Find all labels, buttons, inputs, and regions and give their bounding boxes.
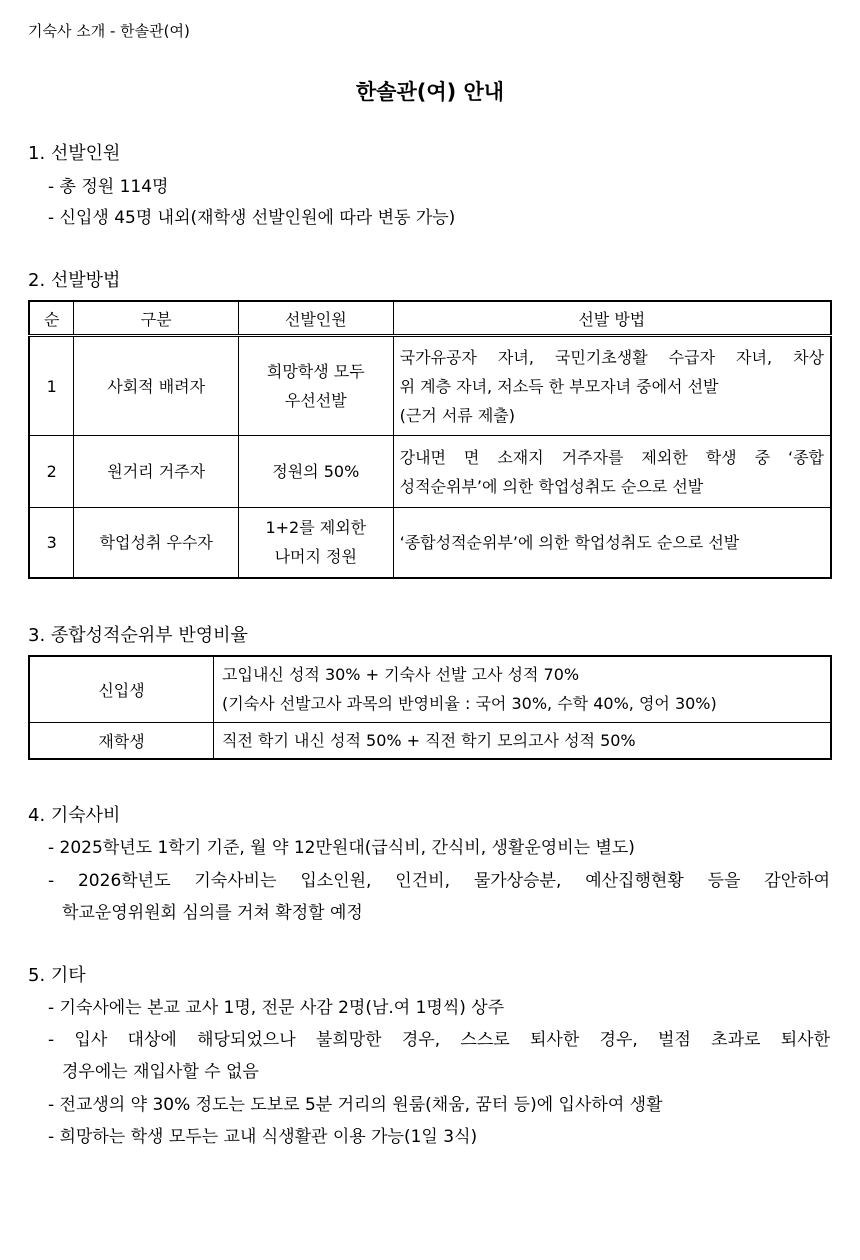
row-method-line: 성적순위부’에 의한 학업성취도 순으로 선발 xyxy=(399,476,704,496)
row-method xyxy=(393,508,831,578)
header-cell-no: 순 xyxy=(29,301,74,336)
row-content-line: 고입내신 성적 30% + 기숙사 선발 고사 성적 70% xyxy=(222,665,580,685)
table-row xyxy=(29,508,831,578)
page-title: 한솔관(여) 안내 xyxy=(355,80,505,104)
header-cell-count: 선발인원 xyxy=(238,301,393,336)
row-content-line: (기숙사 선발고사 과목의 반영비율 : 국어 30%, 수학 40%, 영어 30%) xyxy=(222,694,717,714)
row-count xyxy=(238,508,393,578)
section-heading-fees: 4. 기숙사비 xyxy=(28,805,121,826)
section-heading-ratio: 3. 종합성적순위부 반영비율 xyxy=(28,625,248,646)
bullet-readmission-continued: 경우에는 재입사할 수 없음 xyxy=(62,1062,259,1082)
row-count-line: 나머지 정원 xyxy=(274,547,357,567)
bullet-staff: - 기숙사에는 본교 교사 1명, 전문 사감 2명(남.여 1명씩) 상주 xyxy=(48,998,505,1018)
row-category: 원거리 거주자 xyxy=(74,436,239,508)
bullet-oneroom: - 전교생의 약 30% 정도는 도보로 5분 거리의 원룸(채움, 꿈터 등)에 입사하여 생활 xyxy=(48,1095,663,1115)
row-number: 1 xyxy=(29,336,74,436)
section-heading-recruitment: 1. 선발인원 xyxy=(28,143,121,164)
row-content xyxy=(214,722,831,759)
row-category: 학업성취 우수자 xyxy=(74,508,239,578)
row-method xyxy=(393,336,831,436)
section-heading-selection-method: 2. 선발방법 xyxy=(28,270,121,291)
header-cell-category: 구분 xyxy=(74,301,239,336)
table-row xyxy=(29,336,831,436)
row-method-line: 국가유공자 자녀, 국민기초생활 수급자 자녀, 차상 xyxy=(399,347,824,367)
row-count-line: 희망학생 모두 xyxy=(266,362,365,381)
row-method-line: (근거 서류 제출) xyxy=(399,405,516,425)
page-header: 기숙사 소개 - 한솔관(여) xyxy=(28,22,190,40)
row-count xyxy=(238,436,393,508)
row-method xyxy=(393,436,831,508)
bullet-current-fee: - 2025학년도 1학기 기준, 월 약 12만원대(급식비, 간식비, 생활운영비는 별도) xyxy=(48,838,635,858)
row-content-line: 직전 학기 내신 성적 50% + 직전 학기 모의고사 성적 50% xyxy=(222,730,636,750)
row-content xyxy=(214,656,831,722)
row-category: 사회적 배려자 xyxy=(74,336,239,436)
ratio-table xyxy=(28,655,832,760)
row-number: 3 xyxy=(29,508,74,578)
table-row xyxy=(29,656,831,722)
bullet-readmission: - 입사 대상에 해당되었으나 불희망한 경우, 스스로 퇴사한 경우, 벌점 초과로 퇴사한 xyxy=(48,1030,830,1050)
row-method-line: ‘종합성적순위부’에 의한 학업성취도 순으로 선발 xyxy=(399,532,740,552)
row-count xyxy=(238,336,393,436)
bullet-total-capacity: - 총 정원 114명 xyxy=(48,177,169,197)
row-count-line: 우선선발 xyxy=(284,391,347,410)
bullet-next-year-fee: - 2026학년도 기숙사비는 입소인원, 인건비, 물가상승분, 예산집행현황 등을 감안하여 xyxy=(48,871,830,891)
row-number: 2 xyxy=(29,436,74,508)
row-label: 신입생 xyxy=(29,656,214,722)
row-label: 재학생 xyxy=(29,722,214,759)
table-header-row xyxy=(29,301,831,336)
table-row xyxy=(29,722,831,759)
selection-method-table xyxy=(28,300,832,579)
bullet-freshmen-count: - 신입생 45명 내외(재학생 선발인원에 따라 변동 가능) xyxy=(48,208,456,228)
header-cell-method: 선발 방법 xyxy=(393,301,831,336)
row-method-line: 위 계층 자녀, 저소득 한 부모자녀 중에서 선발 xyxy=(399,376,719,396)
table-row xyxy=(29,436,831,508)
row-method-line: 강내면 면 소재지 거주자를 제외한 학생 중 ‘종합 xyxy=(399,447,824,467)
row-count-line: 1+2를 제외한 xyxy=(265,518,367,538)
bullet-next-year-fee-continued: 학교운영위원회 심의를 거쳐 확정할 예정 xyxy=(62,903,363,923)
bullet-cafeteria: - 희망하는 학생 모두는 교내 식생활관 이용 가능(1일 3식) xyxy=(48,1127,478,1147)
section-heading-etc: 5. 기타 xyxy=(28,965,86,986)
row-count-line: 정원의 50% xyxy=(272,462,360,481)
